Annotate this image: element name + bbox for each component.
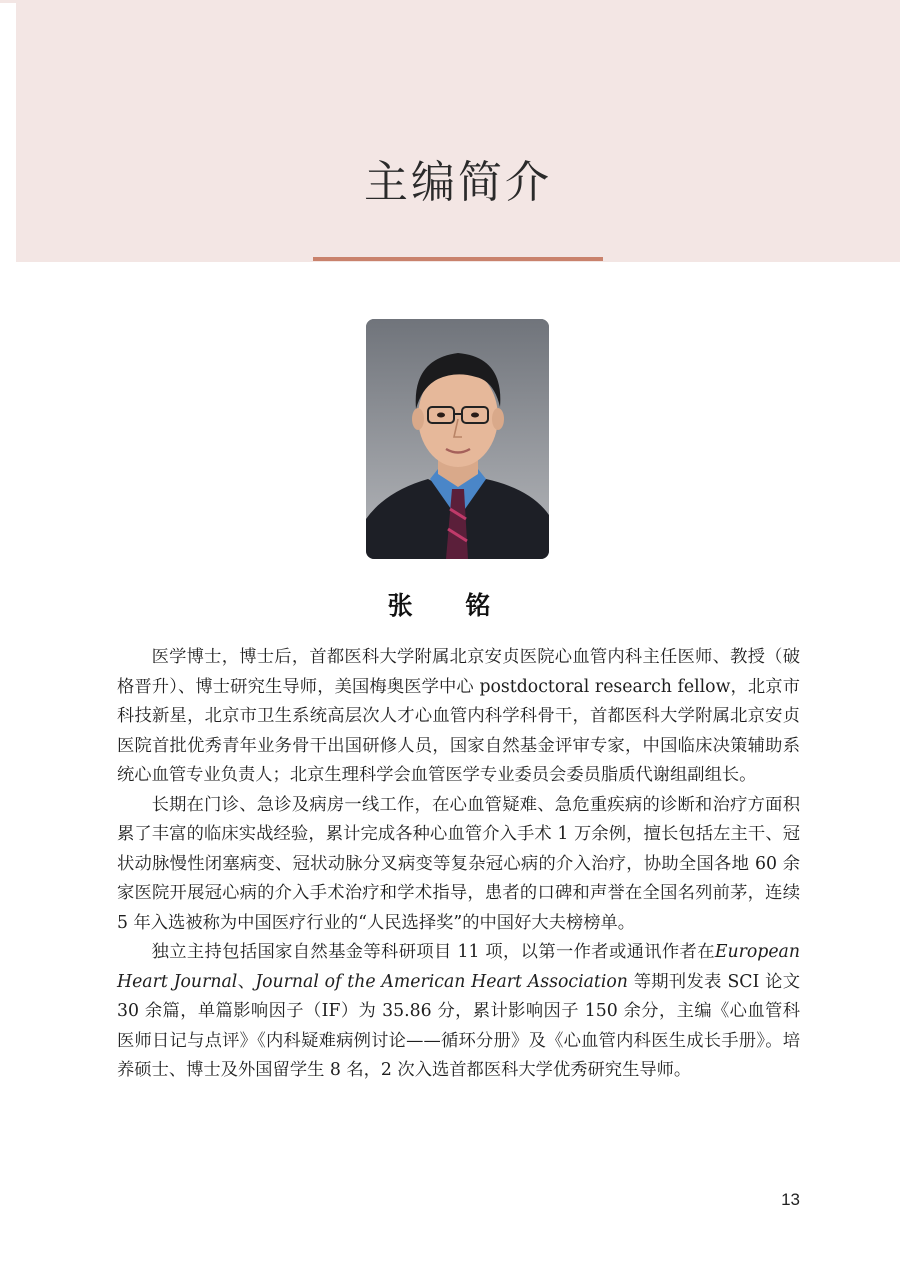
author-portrait <box>366 319 549 559</box>
page-title: 主编简介 <box>364 157 552 208</box>
bio-p3-separator: 、 <box>237 971 256 992</box>
page-number: 13 <box>781 1190 800 1209</box>
bio-paragraph-3 <box>117 938 800 1086</box>
author-name: 张 铭 <box>387 591 513 620</box>
title-underline-rule <box>313 257 603 261</box>
bio-paragraph-1: 医学博士，博士后，首都医科大学附属北京安贞医院心血管内科主任医师、教授（破格晋升）、博士研究生导师，美国梅奥医学中心 postdoctoral research fellow，北京市科技新星，北京市卫生系统高层次人才心血管内科学科骨干，首都医科大学附属北京安贞医院首批优秀青年业务骨干出国研修人员，国家自然基金评审专家，中国临床决策辅助系统心血管专业负责人；北京生理科学会血管医学专业委员会委员脂质代谢组副组长。 <box>117 647 800 785</box>
portrait-illustration <box>366 319 549 559</box>
bio-paragraph-2: 长期在门诊、急诊及病房一线工作，在心血管疑难、急危重疾病的诊断和治疗方面积累了丰富的临床实战经验，累计完成各种心血管介入手术 1 万余例，擅长包括左主干、冠状动脉慢性闭塞病变、冠状动脉分叉病变等复杂冠心病的介入治疗，协助全国各地 60 余家医院开展冠心病的介入手术治疗和学术指导，患者的口碑和声誉在全国名列前茅，连续 5 年入选被称为中国医疗行业的“人民选择奖”的中国好大夫榜榜单。 <box>117 794 800 933</box>
journal-title-ehj: European Heart Journal <box>117 942 800 992</box>
author-biography <box>117 643 800 1086</box>
journal-title-jaha: Journal of the American Heart Association <box>255 971 628 992</box>
bio-p3-text-end: 等期刊发表 SCI 论文 30 余篇，单篇影响因子（IF）为 35.86 分，累计影响因子 150 余分，主编《心血管科医师日记与点评》《内科疑难病例讨论——循环分册》及《心血管内科医生成长手册》。培养硕士、博士及外国留学生 8 名，2 次入选首都医科大学优秀研究生导师。 <box>117 971 801 1080</box>
bio-p3-text-start: 独立主持包括国家自然基金等科研项目 11 项，以第一作者或通讯作者在 <box>151 942 715 962</box>
header-band <box>16 0 900 262</box>
